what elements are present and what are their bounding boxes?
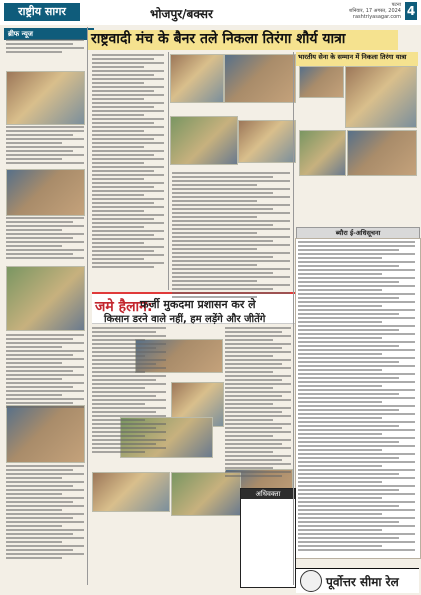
ad-title: अधिवक्ता [241,489,295,499]
left-photo-bottom [6,405,85,463]
center-photo-3 [170,116,238,165]
center-text-column-2 [172,172,290,300]
location-title: भोजपुर/बक्सर [150,7,213,21]
left-text-block-4 [6,334,84,410]
left-text-block-2 [6,126,84,166]
right-photo-2 [345,66,417,128]
bottom-photo-1 [92,472,170,512]
newspaper-brand: राष्ट्रीय सागर [4,3,80,21]
lower-text-column-2 [225,327,291,479]
page-header [0,0,421,25]
center-photo-2 [224,54,296,103]
date-line: शनिवार, 17 अगस्त, 2024 [348,8,401,14]
column-rule-2 [168,52,169,290]
left-text-block-1 [6,39,84,55]
banner-label: जमे हैलान: [95,299,153,315]
right-photo-3 [299,130,346,176]
header-meta [349,2,401,20]
banner-line-1: फर्जी मुकदमा प्रशासन कर ले [140,298,256,311]
page-number: 4 [406,4,416,18]
center-photo-1 [170,54,224,103]
main-headline: राष्ट्रवादी मंच के बैनर तले निकला तिरंगा शौर्य यात्रा [88,30,398,50]
right-box-title: ब्यौरा ई-अधिसूचना [296,227,420,240]
footer-banner-text: पूर्वोत्तर सीमा रेल [326,575,399,589]
right-photo-4 [347,130,417,176]
center-text-column-1 [92,54,164,270]
right-photo-1 [299,66,344,98]
footer-banner [296,568,419,593]
left-text-block-3 [6,217,84,261]
left-photo-middle [6,169,85,216]
advocate-ad [240,488,296,588]
column-rule-3 [293,52,294,585]
left-text-block-5 [6,465,84,561]
page-label: पटना [391,2,401,8]
site-url: rashtriyasagar.com [352,14,401,20]
brief-news-label: ब्रीफ न्यूज [4,28,94,40]
column-rule-1 [87,27,88,585]
left-photo-lower [6,266,85,331]
banner-line-2: किसान डरने वाले नहीं, हम लड़ेंगे और जीतेंगे [104,314,266,325]
right-box-text [298,241,415,553]
center-photo-4 [238,120,296,163]
right-headline: भारतीय सेना के सम्मान में निकला तिरंगा यात्रा [296,52,418,66]
left-photo-top [6,71,85,125]
lower-text-column-1 [92,327,166,455]
seal-icon [300,570,322,592]
